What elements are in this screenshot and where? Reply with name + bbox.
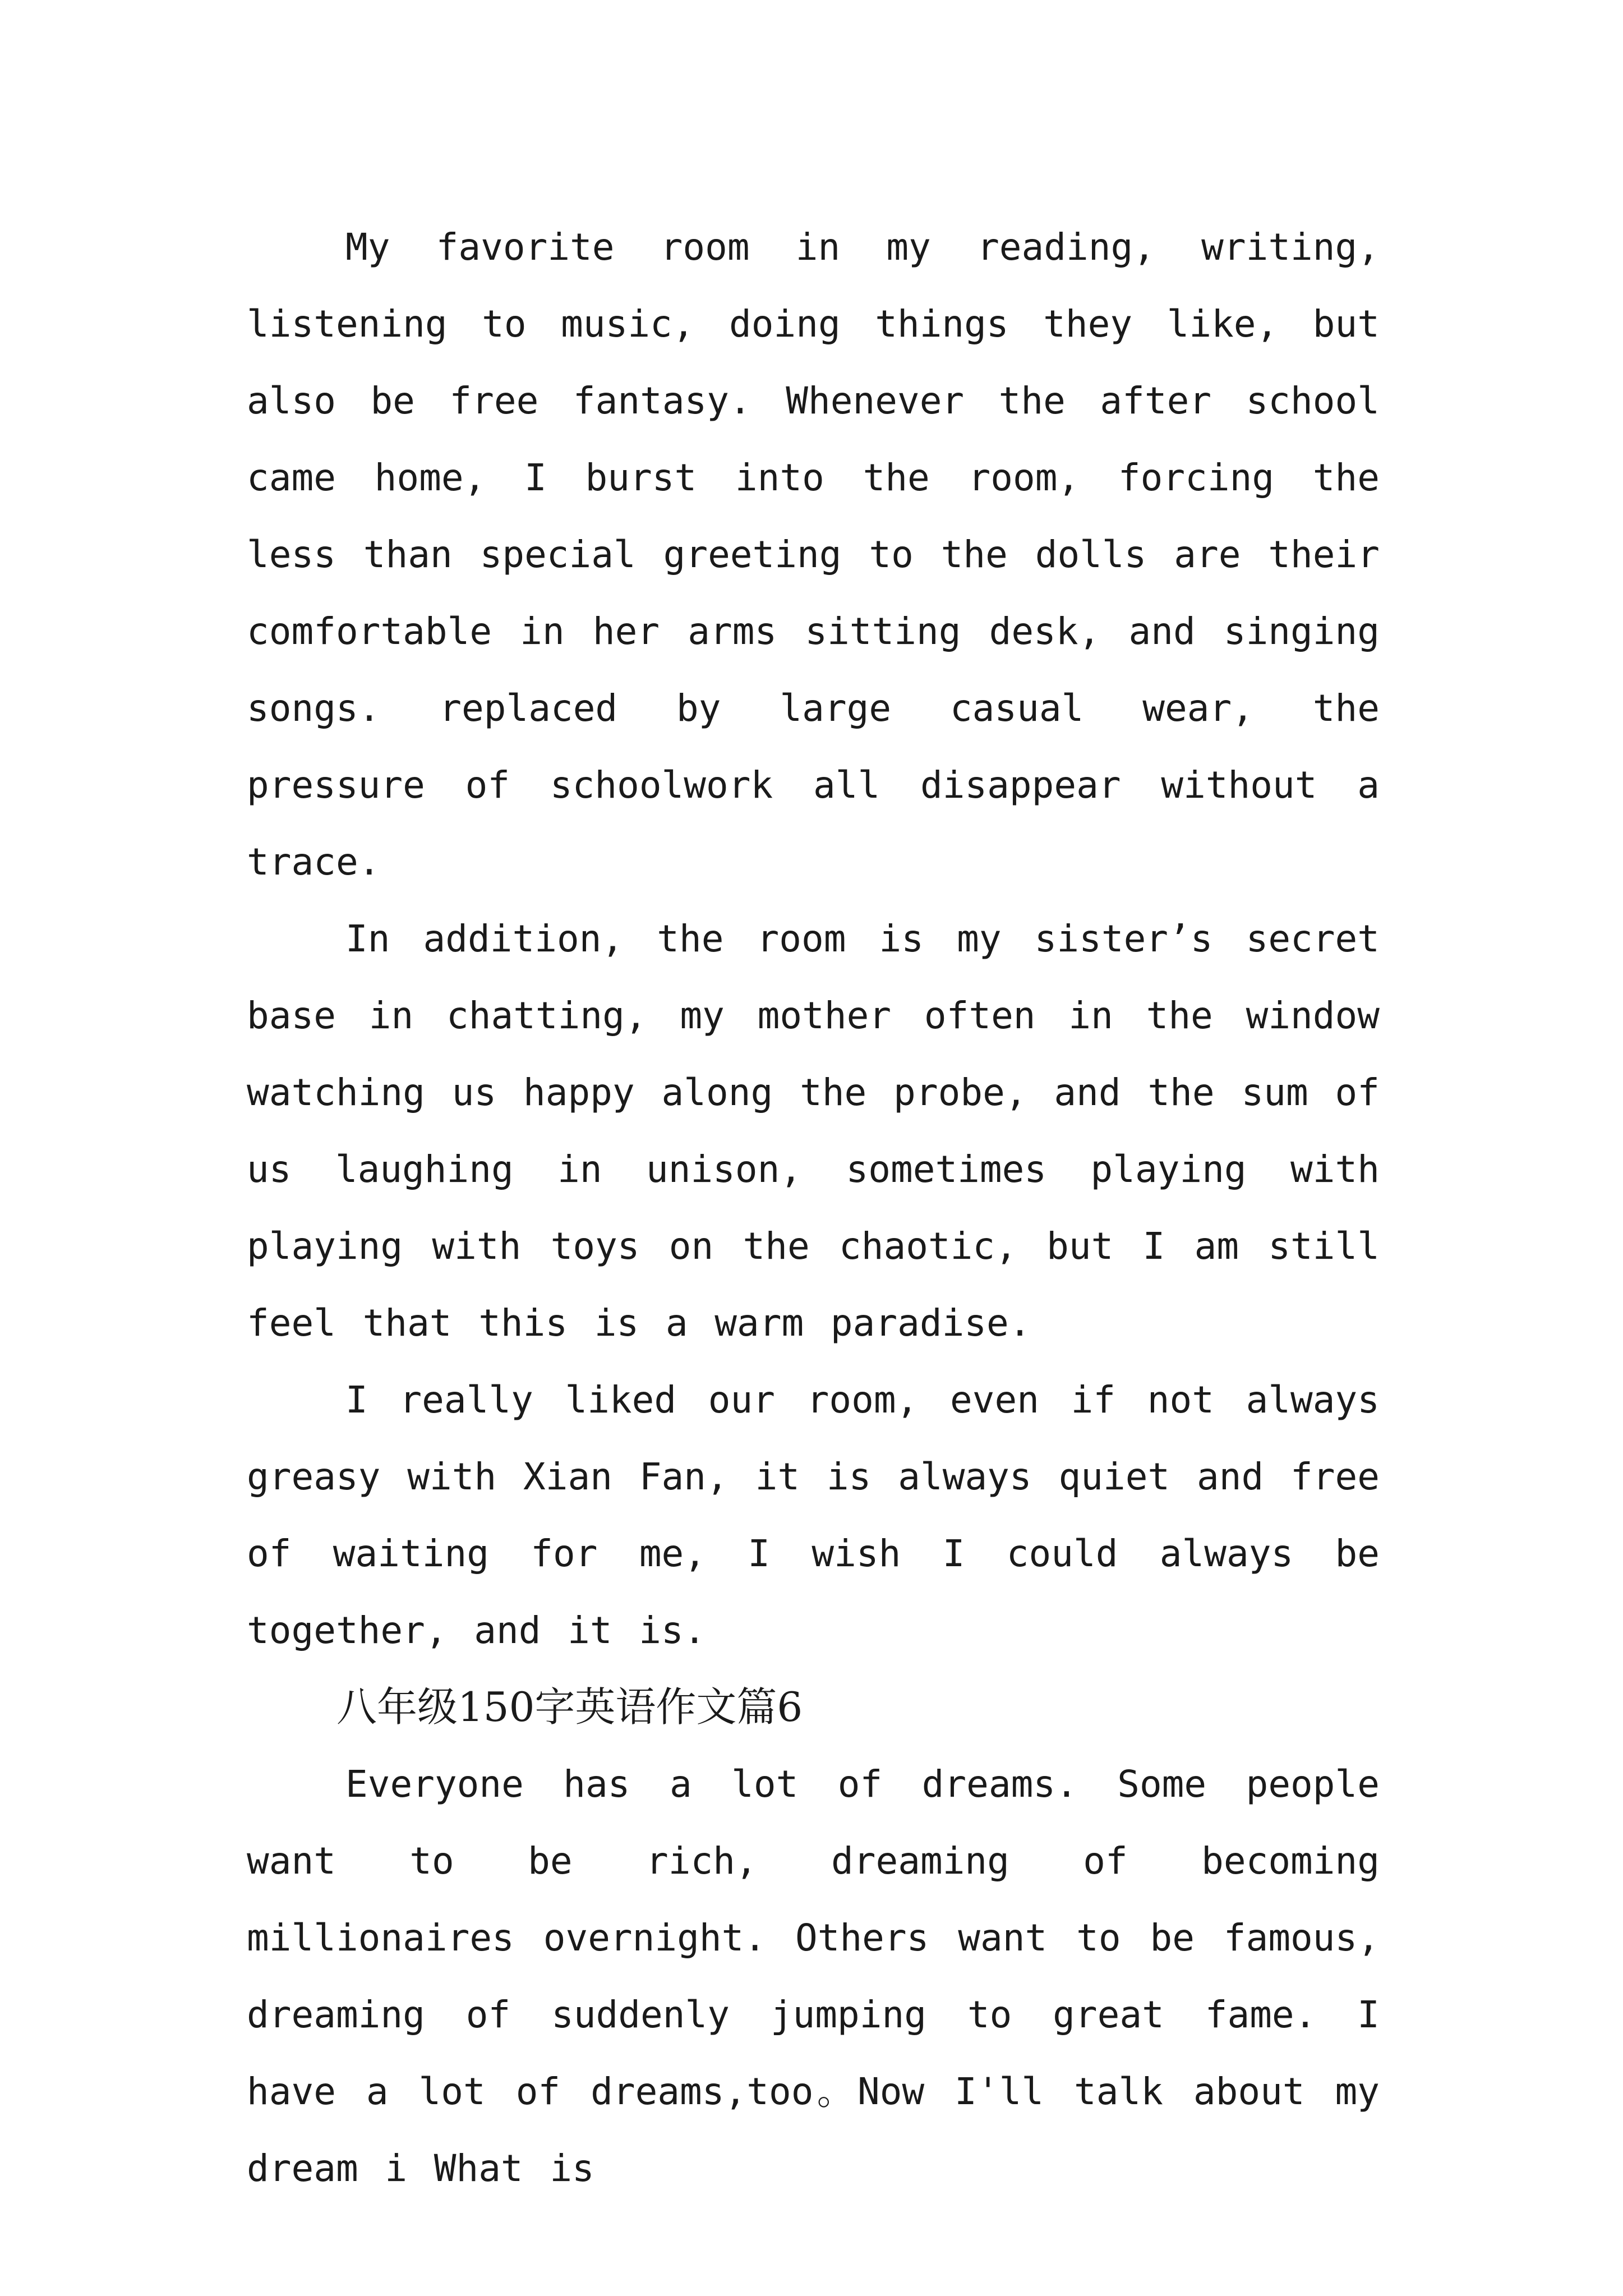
paragraph-liked-room: I really liked our room, even if not always greasy with Xian Fan, it is always quiet and free of waiting for me, I wish I could always be together, and it is. (247, 1378, 1380, 1652)
section-heading: 八年级150字英语作文篇6 (336, 1683, 803, 1731)
paragraph-sister-secret-base: In addition, the room is my sister’s secret base in chatting, my mother often in the window watching us happy along the probe, and the sum of us laughing in unison, sometimes playing with playing with toys on the chaotic, but I am still feel that this is a warm paradise. (247, 917, 1380, 1345)
paragraph-dreams: Everyone has a lot of dreams. Some people want to be rich, dreaming of becoming millionaires overnight. Others want to be famous, dreaming of suddenly jumping to great fame. I have a lot of dreams,too。Now I'll talk about my dream i What is (247, 1763, 1380, 2190)
document-body (247, 209, 1380, 2207)
paragraph-favorite-room: My favorite room in my reading, writing, listening to music, doing things they like, but also be free fantasy. Whenever the after school came home, I burst into the room, forcing the less than special greeting to the dolls are their comfortable in her arms sitting desk, and singing songs. replaced by large casual wear, the pressure of schoolwork all disappear without a trace. (247, 226, 1380, 884)
